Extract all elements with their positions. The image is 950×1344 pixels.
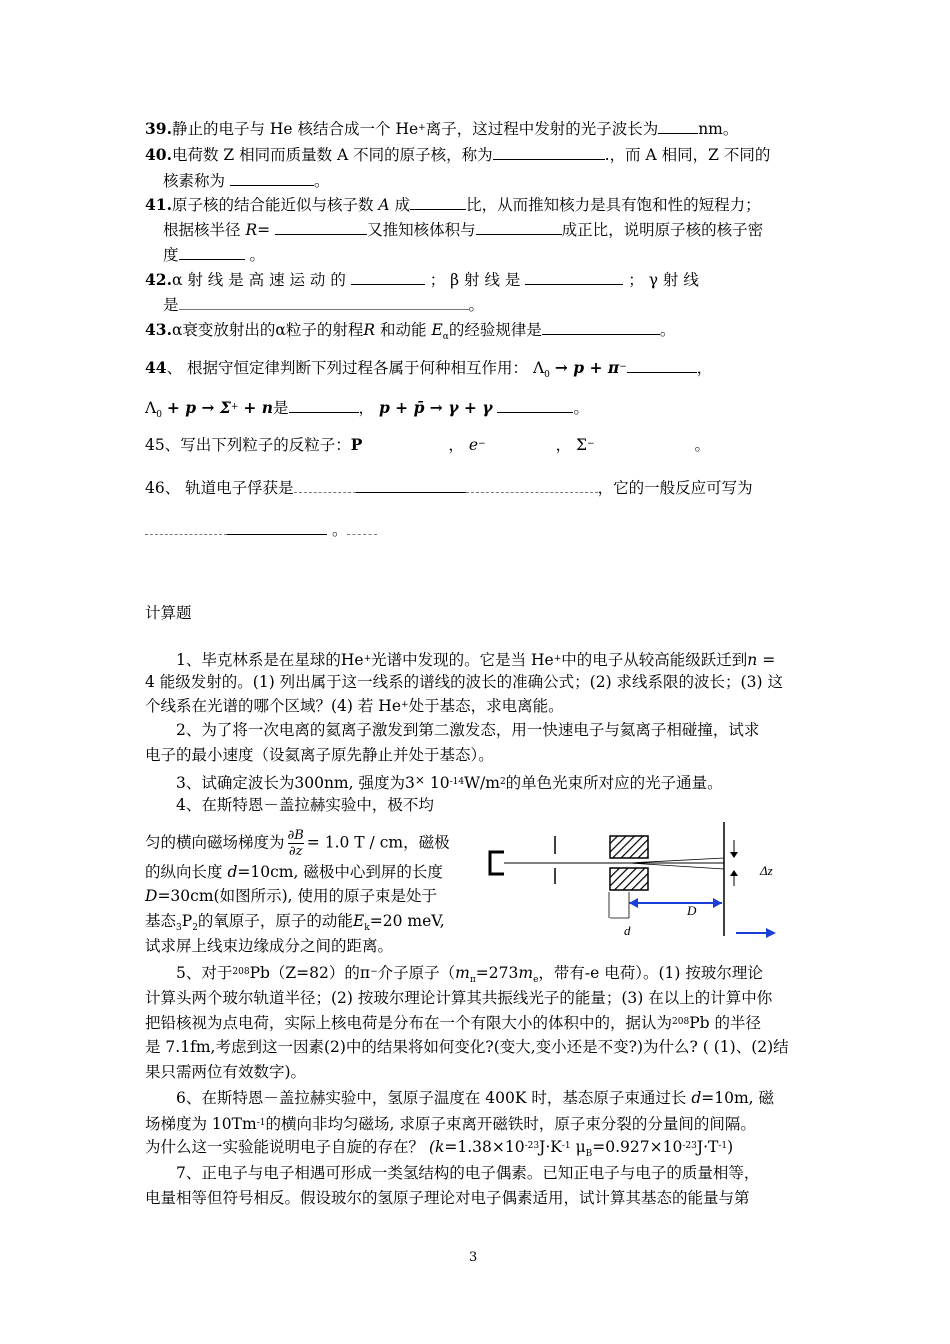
problem-6: 6、在斯特恩－盖拉赫实验中，氢原子温度在 400K 时，基态原子束通过长 d=10m, 磁	[176, 1089, 775, 1107]
problem-4-line6: 试求屏上线束边缘成分之间的距离。	[145, 937, 394, 955]
magnet-pole-bottom	[610, 868, 648, 890]
dz-label: Δz	[760, 863, 773, 878]
blank	[145, 520, 227, 535]
question-39: 39.静止的电子与 He 核结合成一个 He+离子，这过程中发射的光子波长为 nm。	[145, 119, 739, 138]
blank	[347, 520, 377, 535]
problem-4-line2: 匀的横向磁场梯度为 $\frac{\partial B}{\partial z}$ = 1.0 T / cm，磁极	[145, 828, 450, 859]
D-arrowhead-left	[629, 898, 638, 908]
question-46: 46、 轨道电子俘获是 ，它的一般反应可写为	[145, 479, 753, 497]
blank	[410, 195, 466, 210]
question-41-line3: 度 。	[163, 246, 265, 264]
section-title: 计算题	[145, 604, 192, 622]
question-43: 43.α衰变放射出的α粒子的射程R 和动能 $E_\alpha$的经验规律是 。	[145, 320, 676, 342]
problem-5-line4: 是 7.1fm,考虑到这一因素(2)中的结果将如何变化?(变大,变小还是不变?)为什么? ( (1)、(2)结	[145, 1038, 789, 1056]
oven-source	[490, 852, 504, 874]
direction-arrowhead	[766, 928, 776, 938]
blank	[179, 245, 245, 260]
blank	[658, 119, 698, 134]
blank	[275, 220, 367, 235]
problem-2-line2: 电子的最小速度（设氦离子原先静止并处于基态）。	[145, 746, 494, 764]
problem-4-line5: 基态$_3P_2$的氧原子，原子的动能$E_k=20$ meV,	[145, 912, 445, 933]
problem-1: 1、毕克林系是在星球的He+光谱中发现的。它是当 He+中的电子从较高能级跃迁到n =	[176, 651, 776, 669]
blank	[476, 220, 562, 235]
blank	[627, 358, 697, 373]
D-arrowhead-right	[713, 898, 722, 908]
question-44-line2: $\Lambda_0 + p \to \Sigma^+ + n$是 ， p + p̄ → γ + γ 。	[145, 398, 589, 420]
question-40: 40.电荷数 Z 相同而质量数 A 不同的原子核，称为 .，而 A 相同，Z 不同的	[145, 145, 771, 164]
dz-arrowhead-top	[730, 852, 738, 858]
problem-6-line3: 为什么这一实验能说明电子自旋的存在？ ($k=1.38\times 10^{-23}J\cdot K^{-1}$ $\mu_B=0.927\times 10^{-23}J\cdot T^{-1}$)	[145, 1138, 734, 1159]
problem-7: 7、正电子与电子相遇可形成一类氢结构的电子偶素。已知正电子与电子的质量相等，	[176, 1164, 760, 1182]
problem-4-line4: D=30cm(如图所示), 使用的原子束是处于	[145, 887, 437, 905]
blank	[497, 398, 573, 413]
problem-6-line2: 场梯度为 $10Tm^{-1}$的横向非均匀磁场, 求原子束离开磁铁时，原子束分裂的分量间的间隔。	[145, 1115, 756, 1133]
problem-7-line2: 电量相等但符号相反。假设玻尔的氢原子理论对电子偶素适用，试计算其基态的能量与第	[145, 1189, 750, 1207]
blank	[525, 270, 623, 285]
problem-5: 5、对于$^{208}$Pb（Z=82）的π−介子原子（$m_\pi=273m_e$，带有-e 电荷）。(1) 按玻尔理论	[176, 964, 763, 985]
blank	[466, 478, 598, 493]
question-41-line2: 根据核半径 R= 又推知核体积与 成正比，说明原子核的核子密	[163, 221, 764, 239]
blank	[289, 398, 359, 413]
blank	[351, 270, 425, 285]
blank	[179, 295, 469, 310]
dz-arrowhead-bottom	[730, 870, 738, 876]
d-label: d	[624, 923, 631, 938]
problem-4-line3: 的纵向长度 d=10cm, 磁极中心到屏的长度	[145, 863, 443, 881]
blank	[493, 145, 605, 160]
problem-3: 3、试确定波长为300nm, 强度为3× $10^{-14}W/m^2$的单色光束所对应的光子通量。	[176, 773, 723, 792]
question-40-line2: 核素称为 。	[163, 172, 330, 190]
question-44: 44、 根据守恒定律判断下列过程各属于何种相互作用： $\Lambda_0 \to p + \pi^-$ ，	[145, 358, 713, 380]
magnet-pole-top	[610, 836, 648, 858]
question-46-line2: 。	[145, 520, 377, 540]
page-number: 3	[469, 1250, 478, 1265]
question-41: 41.原子核的结合能近似与核子数 A 成 比，从而推知核力是具有饱和性的短程力；	[145, 195, 761, 214]
problem-5-line5: 果只需两位有效数字)。	[145, 1063, 307, 1081]
blank	[542, 320, 660, 335]
blank	[227, 520, 327, 535]
D-label: D	[687, 903, 697, 918]
problem-2: 2、为了将一次电离的氦离子激发到第二激发态，用一快速电子与氦离子相碰撞，试求	[176, 721, 760, 739]
problem-1-line2: 4 能级发射的。(1) 列出属于这一线系的谱线的波长的准确公式；(2) 求线系限的波长；(3) 这	[145, 673, 783, 691]
question-42: 42.α 射 线 是 高 速 运 动 的 ； β 射 线 是 ； γ 射 线	[145, 270, 699, 289]
question-42-line2: 是 。	[163, 296, 485, 314]
blank	[294, 478, 356, 493]
question-45: 45、写出下列粒子的反粒子：P ， e− ， Σ− 。	[145, 435, 711, 454]
problem-5-line3: 把铅核视为点电荷，实际上核电荷是分布在一个有限大小的体积中的，据认为$^{208}$Pb 的半径	[145, 1014, 761, 1032]
problem-4: 4、在斯特恩－盖拉赫实验中，极不均	[176, 796, 434, 814]
stern-gerlach-diagram	[482, 818, 782, 946]
problem-1-line3: 个线系在光谱的哪个区域？(4) 若 He+处于基态，求电离能。	[145, 697, 564, 715]
blank	[356, 478, 466, 493]
problem-5-line2: 计算头两个玻尔轨道半径；(2) 按玻尔理论计算其共振线光子的能量；(3) 在以上的计算中你	[145, 989, 773, 1007]
blank	[230, 171, 314, 186]
